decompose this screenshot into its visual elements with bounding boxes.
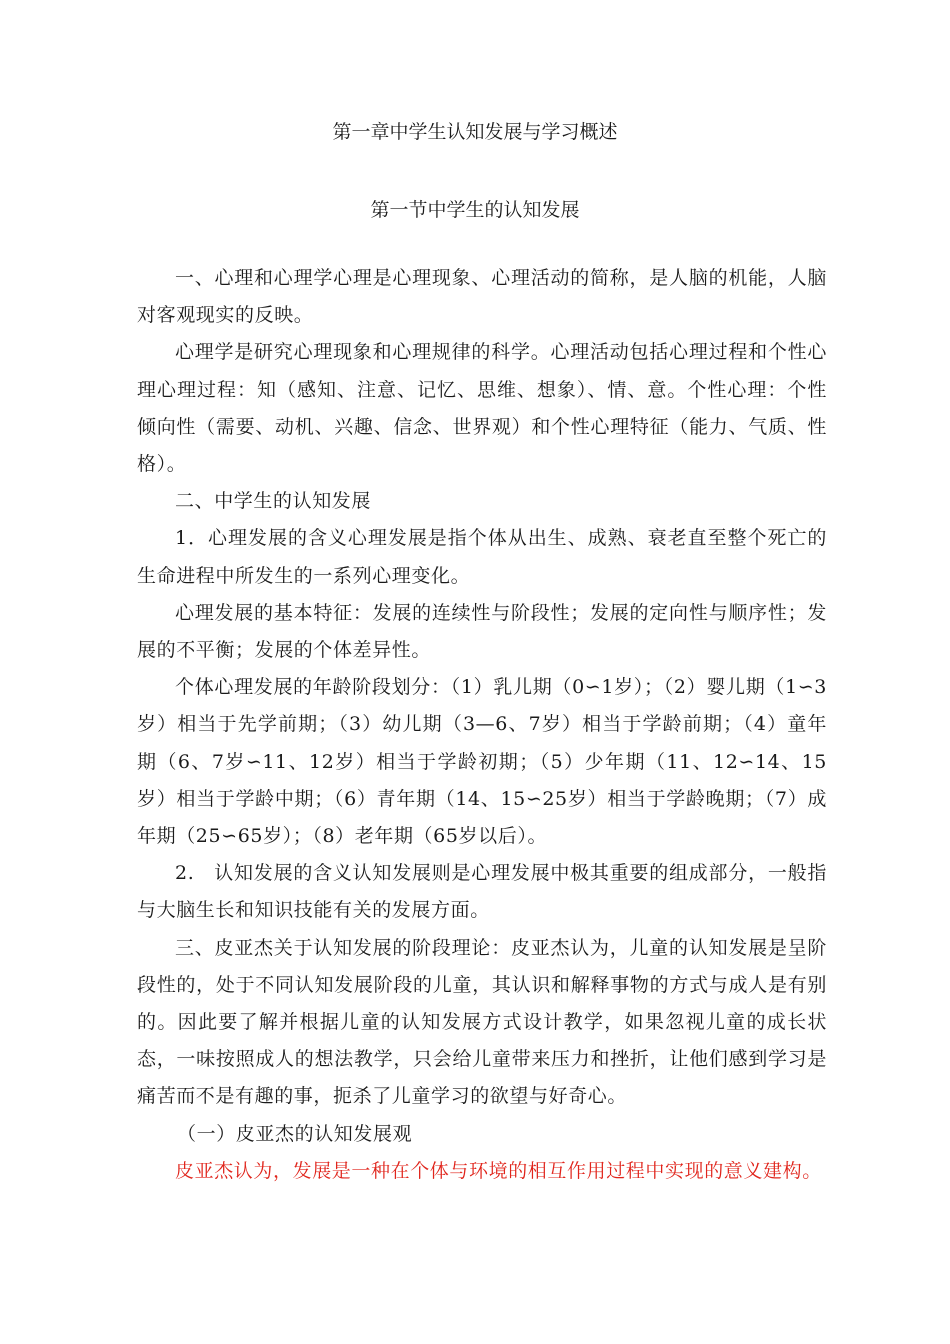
paragraph-psychology-science: 心理学是研究心理现象和心理规律的科学。心理活动包括心理过程和个性心理心理过程：知（感知、注意、记忆、思维、想象）、情、意。个性心理：个性倾向性（需要、动机、兴趣、信念、世界观）和个性心理特征（能力、气质、性格）。 bbox=[137, 341, 827, 476]
section-title: 第一节中学生的认知发展 bbox=[370, 199, 580, 221]
chapter-title: 第一章中学生认知发展与学习概述 bbox=[332, 121, 618, 143]
paragraph-piaget-highlight: 皮亚杰认为，发展是一种在个体与环境的相互作用过程中实现的意义建构。 bbox=[175, 1159, 822, 1182]
heading-piaget-view: （一）皮亚杰的认知发展观 bbox=[177, 1122, 413, 1145]
heading-cognitive-development: 二、中学生的认知发展 bbox=[175, 490, 372, 513]
body-text bbox=[137, 260, 827, 1190]
paragraph-psychology-definition: 一、心理和心理学心理是心理现象、心理活动的简称，是人脑的机能，人脑对客观现实的反映。 bbox=[137, 267, 827, 327]
paragraph-development-meaning: 1．心理发展的含义心理发展是指个体从出生、成熟、衰老直至整个死亡的生命进程中所发生的一系列心理变化。 bbox=[137, 527, 827, 587]
paragraph-development-features: 心理发展的基本特征：发展的连续性与阶段性；发展的定向性与顺序性；发展的不平衡；发展的个体差异性。 bbox=[137, 601, 827, 662]
paragraph-piaget-theory: 三、皮亚杰关于认知发展的阶段理论：皮亚杰认为，儿童的认知发展是呈阶段性的，处于不同认知发展阶段的儿童，其认识和解释事物的方式与成人是有别的。因此要了解并根据儿童的认知发展方式设计教学，如果忽视儿童的成长状态，一味按照成人的想法教学，只会给儿童带来压力和挫折，让他们感到学习是痛苦而不是有趣的事，扼杀了儿童学习的欲望与好奇心。 bbox=[137, 936, 827, 1108]
paragraph-cognitive-meaning: 2. 认知发展的含义认知发展则是心理发展中极其重要的组成部分，一般指与大脑生长和知识技能有关的发展方面。 bbox=[137, 862, 827, 922]
paragraph-age-stages: 个体心理发展的年龄阶段划分：（1）乳儿期（0∽1岁）；（2）婴儿期（1∽3岁）相当于先学前期；（3）幼儿期（3—6、7岁）相当于学龄前期；（4）童年期（6、7岁∽11、12岁）相当于学龄初期；（5）少年期（11、12∽14、15岁）相当于学龄中期；（6）青年期（14、15∽25岁）相当于学龄晚期；（7）成年期（25∽65岁）；（8）老年期（65岁以后）。 bbox=[137, 676, 827, 848]
